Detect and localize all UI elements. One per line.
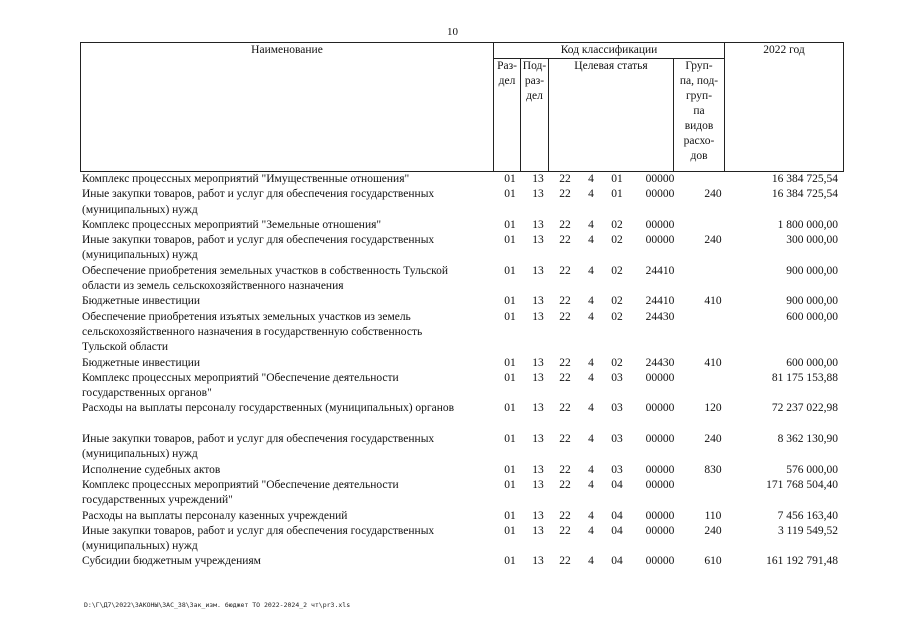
cell-sum: 171 768 504,40 (766, 478, 838, 491)
cell-sum: 161 192 791,48 (766, 555, 838, 568)
cell-sum: 16 384 725,54 (771, 173, 838, 185)
table-row (80, 554, 842, 569)
cell-podr: 13 (532, 524, 544, 537)
cell-t3: 01 (611, 188, 623, 201)
cell-sum: 300 000,00 (786, 234, 838, 247)
cell-razd: 01 (504, 478, 516, 491)
row-name: Комплекс процессных мероприятий "Земельные отношения" (82, 218, 382, 231)
row-name: Комплекс процессных мероприятий "Обеспечение деятельности государственных учреждений" (82, 478, 399, 507)
cell-razd: 01 (504, 234, 516, 247)
cell-t2: 4 (588, 173, 594, 185)
cell-t1: 22 (559, 310, 571, 323)
cell-podr: 13 (532, 478, 544, 491)
table-row (80, 432, 842, 463)
cell-t4: 00000 (645, 173, 675, 185)
column-name-header: Наименование (81, 43, 494, 172)
cell-t2: 4 (588, 234, 594, 247)
cell-grp: 610 (704, 555, 722, 568)
cell-t1: 22 (559, 555, 571, 568)
table-row (80, 172, 842, 187)
cell-podr: 13 (532, 188, 544, 201)
cell-t2: 4 (588, 509, 594, 522)
cell-t2: 4 (588, 264, 594, 277)
cell-grp: 410 (704, 295, 722, 308)
cell-podr: 13 (532, 295, 544, 308)
row-name: Бюджетные инвестиции (82, 295, 201, 308)
cell-t1: 22 (559, 295, 571, 308)
cell-podr: 13 (532, 310, 544, 323)
cell-t2: 4 (588, 356, 594, 369)
cell-sum: 600 000,00 (786, 356, 838, 369)
cell-t2: 4 (588, 433, 594, 446)
cell-t1: 22 (559, 218, 571, 231)
cell-sum: 72 237 022,98 (771, 402, 838, 415)
cell-grp: 830 (704, 463, 722, 476)
table-row (80, 356, 842, 371)
cell-t1: 22 (559, 402, 571, 415)
cell-sum: 900 000,00 (786, 264, 838, 277)
table-row (80, 187, 842, 218)
table-row (80, 218, 842, 233)
cell-podr: 13 (532, 173, 544, 185)
cell-grp: 240 (704, 524, 722, 537)
column-group-header: Груп- па, под- груп- па видов расхо- дов (674, 59, 725, 172)
row-name: Иные закупки товаров, работ и услуг для обеспечения государственных (муниципальных) нужд (82, 234, 435, 262)
row-name: Исполнение судебных актов (82, 463, 221, 476)
cell-razd: 01 (504, 555, 516, 568)
table-row (80, 310, 842, 356)
cell-sum: 81 175 153,88 (771, 371, 838, 384)
cell-t4: 00000 (645, 463, 675, 476)
cell-podr: 13 (532, 371, 544, 384)
cell-razd: 01 (504, 264, 516, 277)
cell-podr: 13 (532, 509, 544, 522)
cell-t2: 4 (588, 295, 594, 308)
cell-razd: 01 (504, 188, 516, 201)
cell-t1: 22 (559, 371, 571, 384)
cell-razd: 01 (504, 402, 516, 415)
cell-t3: 02 (611, 234, 623, 247)
cell-podr: 13 (532, 402, 544, 415)
cell-t1: 22 (559, 509, 571, 522)
cell-t4: 00000 (645, 371, 675, 384)
table-row (80, 463, 842, 478)
table-row (80, 264, 842, 295)
cell-podr: 13 (532, 264, 544, 277)
row-name: Расходы на выплаты персоналу государственных (муниципальных) органов (82, 402, 455, 415)
cell-t4: 24430 (645, 356, 675, 369)
cell-razd: 01 (504, 433, 516, 446)
cell-t1: 22 (559, 463, 571, 476)
cell-podr: 13 (532, 234, 544, 247)
cell-t3: 02 (611, 356, 623, 369)
cell-t1: 22 (559, 264, 571, 277)
table-row (80, 509, 842, 524)
cell-sum: 8 362 130,90 (777, 433, 838, 446)
cell-sum: 900 000,00 (786, 295, 838, 308)
table-row (80, 478, 842, 509)
cell-podr: 13 (532, 356, 544, 369)
cell-grp: 110 (704, 509, 722, 522)
cell-sum: 7 456 163,40 (777, 509, 838, 522)
cell-sum: 600 000,00 (786, 310, 838, 323)
cell-t2: 4 (588, 478, 594, 491)
cell-sum: 16 384 725,54 (771, 188, 838, 201)
cell-t3: 04 (611, 524, 623, 537)
cell-t3: 03 (611, 402, 623, 415)
cell-t4: 00000 (645, 402, 675, 415)
cell-t4: 00000 (645, 555, 675, 568)
cell-t2: 4 (588, 463, 594, 476)
cell-t1: 22 (559, 188, 571, 201)
row-name: Комплекс процессных мероприятий "Обеспечение деятельности государственных органов" (82, 371, 399, 400)
row-name: Субсидии бюджетным учреждениям (82, 555, 261, 568)
cell-podr: 13 (532, 555, 544, 568)
cell-t4: 00000 (645, 433, 675, 446)
cell-razd: 01 (504, 173, 516, 185)
cell-t3: 03 (611, 463, 623, 476)
cell-t3: 03 (611, 371, 623, 384)
column-code-header: Код классификации (494, 43, 725, 59)
row-name: Иные закупки товаров, работ и услуг для обеспечения государственных (муниципальных) нужд (82, 433, 435, 461)
table-row (80, 371, 842, 402)
column-year-header: 2022 год (725, 43, 844, 172)
table-row (80, 401, 842, 432)
cell-t2: 4 (588, 188, 594, 201)
cell-grp: 240 (704, 188, 722, 201)
cell-t2: 4 (588, 371, 594, 384)
cell-t2: 4 (588, 218, 594, 231)
cell-t3: 02 (611, 310, 623, 323)
cell-t4: 00000 (645, 478, 675, 491)
cell-t1: 22 (559, 234, 571, 247)
column-podrazdel-header: Под- раз- дел (521, 59, 549, 172)
cell-t4: 24430 (645, 310, 675, 323)
column-target-header: Целевая статья (549, 59, 674, 172)
table-body (80, 172, 842, 570)
cell-t4: 00000 (645, 524, 675, 537)
row-name: Бюджетные инвестиции (82, 356, 201, 369)
row-name: Комплекс процессных мероприятий "Имущественные отношения" (82, 173, 410, 185)
table-header (80, 42, 844, 172)
cell-grp: 240 (704, 234, 722, 247)
cell-podr: 13 (532, 218, 544, 231)
table-row (80, 233, 842, 264)
cell-t1: 22 (559, 173, 571, 185)
cell-razd: 01 (504, 310, 516, 323)
cell-sum: 576 000,00 (786, 463, 838, 476)
cell-t3: 04 (611, 509, 623, 522)
cell-podr: 13 (532, 433, 544, 446)
cell-t2: 4 (588, 402, 594, 415)
cell-razd: 01 (504, 524, 516, 537)
cell-t3: 01 (611, 173, 623, 185)
page-number: 10 (447, 26, 458, 38)
cell-sum: 3 119 549,52 (778, 524, 838, 537)
cell-t4: 24410 (645, 295, 675, 308)
cell-t2: 4 (588, 555, 594, 568)
column-razdel-header: Раз- дел (494, 59, 521, 172)
row-name: Иные закупки товаров, работ и услуг для обеспечения государственных (муниципальных) нужд (82, 188, 435, 216)
cell-grp: 120 (704, 402, 722, 415)
cell-razd: 01 (504, 356, 516, 369)
row-name: Иные закупки товаров, работ и услуг для обеспечения государственных (муниципальных) нужд (82, 524, 435, 553)
cell-razd: 01 (504, 371, 516, 384)
cell-t3: 04 (611, 478, 623, 491)
row-name: Обеспечение приобретения земельных участков в собственность Тульской области из земель сельскохозяйственного назначения (82, 264, 449, 293)
cell-sum: 1 800 000,00 (777, 218, 838, 231)
cell-razd: 01 (504, 509, 516, 522)
table-row (80, 524, 842, 555)
cell-razd: 01 (504, 295, 516, 308)
file-path-footer: D:\Г\Д7\2022\ЗАКОНЫ\ЗАС_38\Зак_изм. бюджет ТО 2022-2024_2 чт\pr3.xls (84, 601, 351, 609)
cell-t1: 22 (559, 356, 571, 369)
cell-t4: 00000 (645, 234, 675, 247)
row-name: Расходы на выплаты персоналу казенных учреждений (82, 509, 348, 522)
table-row (80, 294, 842, 309)
cell-t4: 00000 (645, 188, 675, 201)
cell-t3: 02 (611, 295, 623, 308)
cell-t1: 22 (559, 524, 571, 537)
cell-t4: 00000 (645, 509, 675, 522)
cell-grp: 410 (704, 356, 722, 369)
cell-razd: 01 (504, 218, 516, 231)
cell-t3: 02 (611, 218, 623, 231)
cell-t4: 00000 (645, 218, 675, 231)
cell-t4: 24410 (645, 264, 675, 277)
cell-razd: 01 (504, 463, 516, 476)
cell-t1: 22 (559, 433, 571, 446)
cell-t3: 02 (611, 264, 623, 277)
cell-t1: 22 (559, 478, 571, 491)
cell-t2: 4 (588, 310, 594, 323)
cell-t3: 03 (611, 433, 623, 446)
cell-grp: 240 (704, 433, 722, 446)
cell-t2: 4 (588, 524, 594, 537)
cell-t3: 04 (611, 555, 623, 568)
row-name: Обеспечение приобретения изъятых земельных участков из земель сельскохозяйственного назначения в государственную собственность Тульской области (82, 310, 423, 354)
cell-podr: 13 (532, 463, 544, 476)
